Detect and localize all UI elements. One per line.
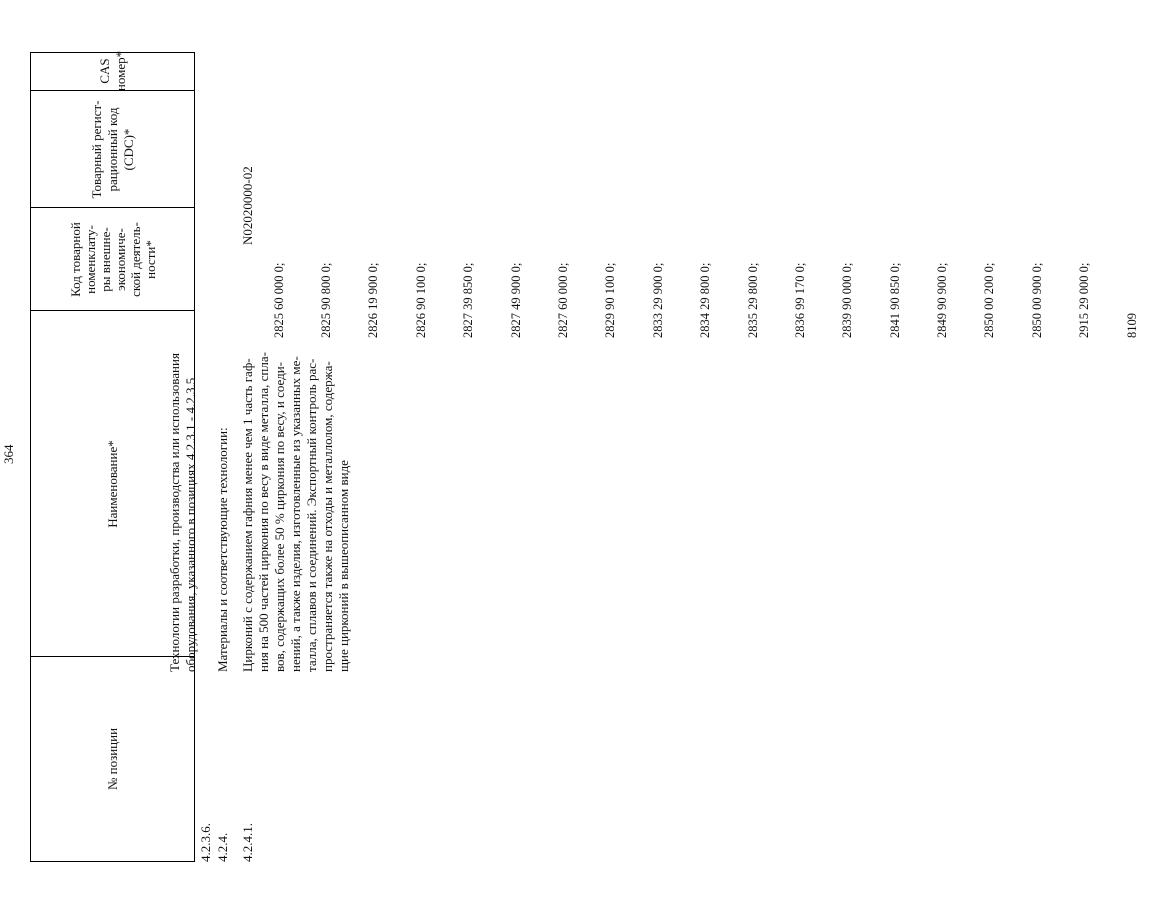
- code-item: 2850 00 900 0;: [1029, 262, 1044, 338]
- code-item: 2835 29 800 0;: [745, 262, 760, 338]
- row-name: Технологии разработки, производства или использования оборудования, указанного в позициях 4.2.3.1 - 4.2.3.5: [167, 353, 198, 672]
- header-cas: CAS номер*: [96, 50, 128, 92]
- code-item: 2836 99 170 0;: [792, 262, 807, 338]
- code-item: 2833 29 900 0;: [650, 262, 665, 338]
- code-item: 2826 90 100 0;: [413, 262, 428, 338]
- code-item: 2841 90 850 0;: [887, 262, 902, 338]
- row-name: Материалы и соответствующие технологии:: [215, 427, 230, 672]
- code-item: 2827 39 850 0;: [461, 262, 476, 338]
- code-item: 2915 29 000 0;: [1077, 262, 1092, 338]
- header-position: № позиции: [104, 727, 120, 791]
- code-item: 2849 90 900 0;: [935, 262, 950, 338]
- header-name: Наименование*: [104, 440, 120, 528]
- row-position: 4.2.4.: [215, 832, 230, 862]
- code-item: 2826 19 900 0;: [366, 262, 381, 338]
- tn-ved-code-list: [240, 263, 1172, 338]
- code-item: 2827 49 900 0;: [508, 262, 523, 338]
- row-position: 4.2.4.1.: [240, 823, 255, 862]
- code-item: 2825 90 800 0;: [318, 262, 333, 338]
- code-item: 2834 29 800 0;: [698, 262, 713, 338]
- cdc-code: N02020000-02: [240, 166, 255, 245]
- code-item: 2829 90 100 0;: [603, 262, 618, 338]
- code-item: 8109: [1124, 313, 1139, 338]
- header-cdc: Товарный регист- рационный код (CDC)*: [88, 100, 136, 199]
- page-number: 364: [1, 444, 16, 464]
- code-item: 2827 60 000 0;: [555, 262, 570, 338]
- header-code: Код товарной номенклату- ры внешне- экономиче- ской деятель- ности*: [67, 222, 158, 297]
- row-name: Цирконий с содержанием гафния менее чем 1 часть гаф- ния на 500 частей циркония по весу в виде металла, спла- вов, содержащих более 50 % циркония по весу, и соеди- нений, а также изделия, изготовленные из указанных ме- талла, сплавов и соединений. Экспортный контроль рас- пространяется также на отходы и металлолом, содержа- щие цирконий в вышеописанном виде: [240, 352, 351, 672]
- code-item: 2825 60 000 0;: [271, 262, 286, 338]
- code-item: 2839 90 000 0;: [840, 262, 855, 338]
- row-position: 4.2.3.6.: [198, 823, 213, 862]
- code-item: 2850 00 200 0;: [982, 262, 997, 338]
